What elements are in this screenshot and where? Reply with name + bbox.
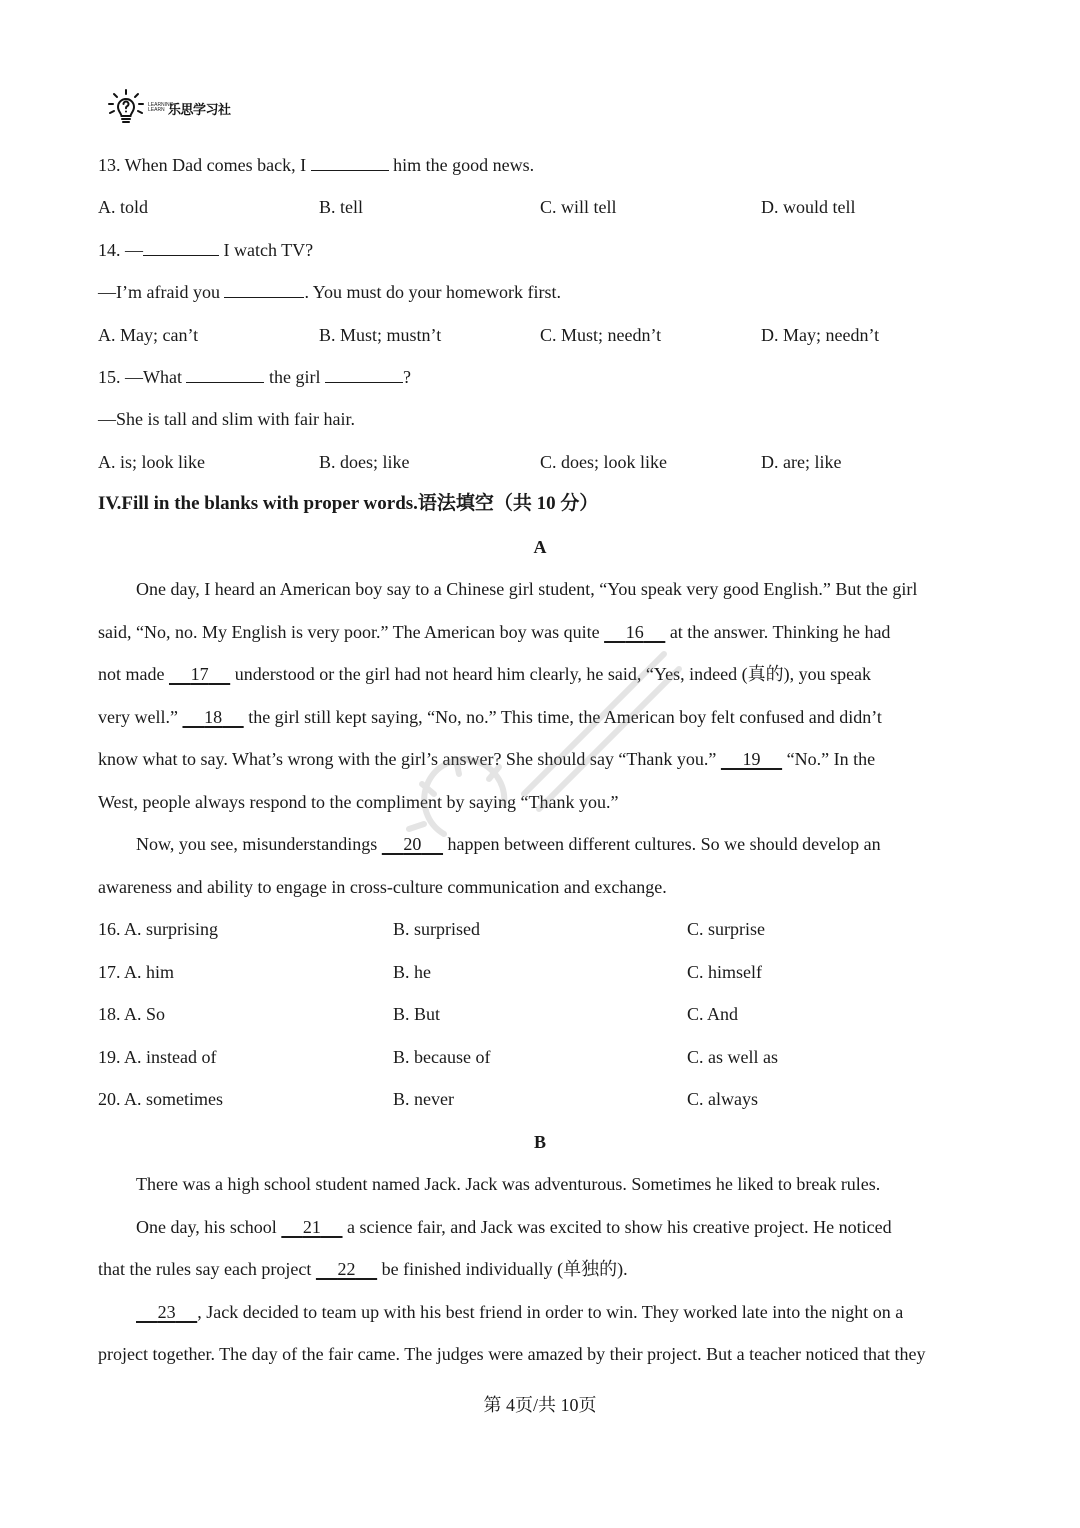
logo-english-text: LEARNING LEARN (148, 102, 174, 113)
passage-a-line (98, 621, 890, 643)
blank-number: 16 (625, 622, 644, 642)
page-number: 第 4页/共 10页 (483, 1395, 597, 1415)
passage-text: One day, his school (136, 1217, 282, 1237)
passage-a-label: A (533, 537, 547, 557)
answer-blank (311, 154, 389, 171)
blank-number: 22 (337, 1259, 356, 1279)
question-text: the girl (264, 367, 325, 387)
answer-blank (224, 281, 304, 298)
option-c: C. as well as (687, 1047, 778, 1067)
passage-text: said, “No, no. My English is very poor.” The American boy was quite (98, 622, 605, 642)
blank-number: 21 (302, 1217, 321, 1237)
passage-text: know what to say. What’s wrong with the girl’s answer? She should say “Thank you.” (98, 749, 721, 769)
passage-text: understood or the girl had not heard him clearly, he said, “Yes, indeed (真的), you speak (230, 664, 872, 684)
option-b: B. he (393, 962, 431, 982)
passage-b-line (136, 1216, 892, 1238)
passage-text: not made (98, 664, 169, 684)
question-13 (98, 154, 534, 176)
option-a: 19. A. instead of (98, 1047, 217, 1067)
options-18 (98, 1003, 978, 1025)
option-a: A. May; can’t (98, 325, 199, 345)
option-c: C. does; look like (540, 452, 667, 472)
passage-a-line: West, people always respond to the compliment by saying “Thank you.” (98, 792, 619, 812)
passage-b-line (136, 1301, 903, 1323)
option-a: 16. A. surprising (98, 919, 219, 939)
passage-text: at the answer. Thinking he had (665, 622, 891, 642)
option-b: B. tell (319, 197, 363, 217)
option-d: D. May; needn’t (761, 325, 880, 345)
question-text: ? (402, 367, 411, 387)
section-heading: IV.Fill in the blanks with proper words.语法填空（共 10 分） (98, 493, 599, 514)
passage-text: be finished individually (单独的). (377, 1259, 628, 1279)
blank-number: 19 (742, 749, 761, 769)
option-a: 18. A. So (98, 1004, 166, 1024)
option-c: C. always (687, 1089, 758, 1109)
question-text: 14. — (98, 240, 143, 260)
option-b: B. surprised (393, 919, 480, 939)
question-text: 15. —What (98, 367, 187, 387)
passage-text: that the rules say each project (98, 1259, 316, 1279)
passage-b-line: project together. The day of the fair came. The judges were amazed by their project. But a teacher noticed that they (98, 1344, 926, 1364)
options-19 (98, 1046, 978, 1068)
passage-a-line (98, 706, 882, 728)
reply-text: . You must do your homework first. (304, 282, 561, 302)
blank-number: 20 (403, 834, 422, 854)
option-c: C. And (687, 1004, 739, 1024)
options-20 (98, 1088, 978, 1110)
option-b: B. does; like (319, 452, 410, 472)
blank-17 (169, 664, 230, 684)
passage-text: , Jack decided to team up with his best friend in order to win. They worked late into the night on a (197, 1302, 904, 1322)
blank-number: 18 (204, 707, 223, 727)
blank-18 (182, 707, 243, 727)
passage-a-line: One day, I heard an American boy say to a Chinese girl student, “You speak very good English.” But the girl (136, 579, 918, 599)
answer-blank (143, 239, 219, 256)
passage-text: “No.” In the (782, 749, 876, 769)
passage-b-label: B (533, 1132, 546, 1152)
answer-blank (186, 366, 264, 383)
question-text: 13. When Dad comes back, I (98, 155, 311, 175)
option-b: B. But (393, 1004, 441, 1024)
question-15-reply: —She is tall and slim with fair hair. (98, 409, 355, 429)
question-15-options (98, 451, 978, 473)
option-a: 20. A. sometimes (98, 1089, 223, 1109)
blank-number: 17 (190, 664, 209, 684)
passage-b-line: There was a high school student named Jack. Jack was adventurous. Sometimes he liked to break rules. (136, 1174, 881, 1194)
option-d: D. are; like (761, 452, 842, 472)
question-text: I watch TV? (219, 240, 314, 260)
question-14-options (98, 324, 978, 346)
passage-a-line (136, 833, 881, 855)
blank-22 (316, 1259, 377, 1279)
passage-text: the girl still kept saying, “No, no.” This time, the American boy felt confused and didn’t (243, 707, 882, 727)
blank-23 (136, 1302, 197, 1322)
option-c: C. Must; needn’t (540, 325, 662, 345)
question-13-options (98, 196, 978, 218)
passage-text: happen between different cultures. So we should develop an (443, 834, 881, 854)
option-a: A. is; look like (98, 452, 205, 472)
blank-20 (382, 834, 443, 854)
option-c: C. himself (687, 962, 762, 982)
passage-a-line (98, 663, 871, 685)
option-b: B. never (393, 1089, 454, 1109)
passage-a-line: awareness and ability to engage in cross-culture communication and exchange. (98, 877, 667, 897)
option-a: 17. A. him (98, 962, 175, 982)
question-14 (98, 239, 313, 261)
option-c: C. surprise (687, 919, 765, 939)
passage-text: very well.” (98, 707, 183, 727)
option-c: C. will tell (540, 197, 617, 217)
option-b: B. Must; mustn’t (319, 325, 442, 345)
answer-blank (325, 366, 403, 383)
question-14-reply (98, 281, 561, 303)
option-b: B. because of (393, 1047, 491, 1067)
brand-logo (106, 88, 231, 128)
blank-21 (281, 1217, 342, 1237)
options-17 (98, 961, 978, 983)
lightbulb-question-icon (106, 88, 146, 128)
option-a: A. told (98, 197, 149, 217)
passage-text: a science fair, and Jack was excited to show his creative project. He noticed (342, 1217, 892, 1237)
blank-16 (604, 622, 665, 642)
blank-19 (721, 749, 782, 769)
reply-text: —I’m afraid you (98, 282, 225, 302)
blank-number: 23 (157, 1302, 176, 1322)
options-16 (98, 918, 978, 940)
passage-text: Now, you see, misunderstandings (136, 834, 382, 854)
question-15 (98, 366, 411, 388)
option-d: D. would tell (761, 197, 856, 217)
passage-b-line (98, 1258, 628, 1280)
question-text: him the good news. (388, 155, 535, 175)
passage-a-line (98, 748, 875, 770)
logo-chinese-text: 乐思学习社 (168, 102, 231, 118)
